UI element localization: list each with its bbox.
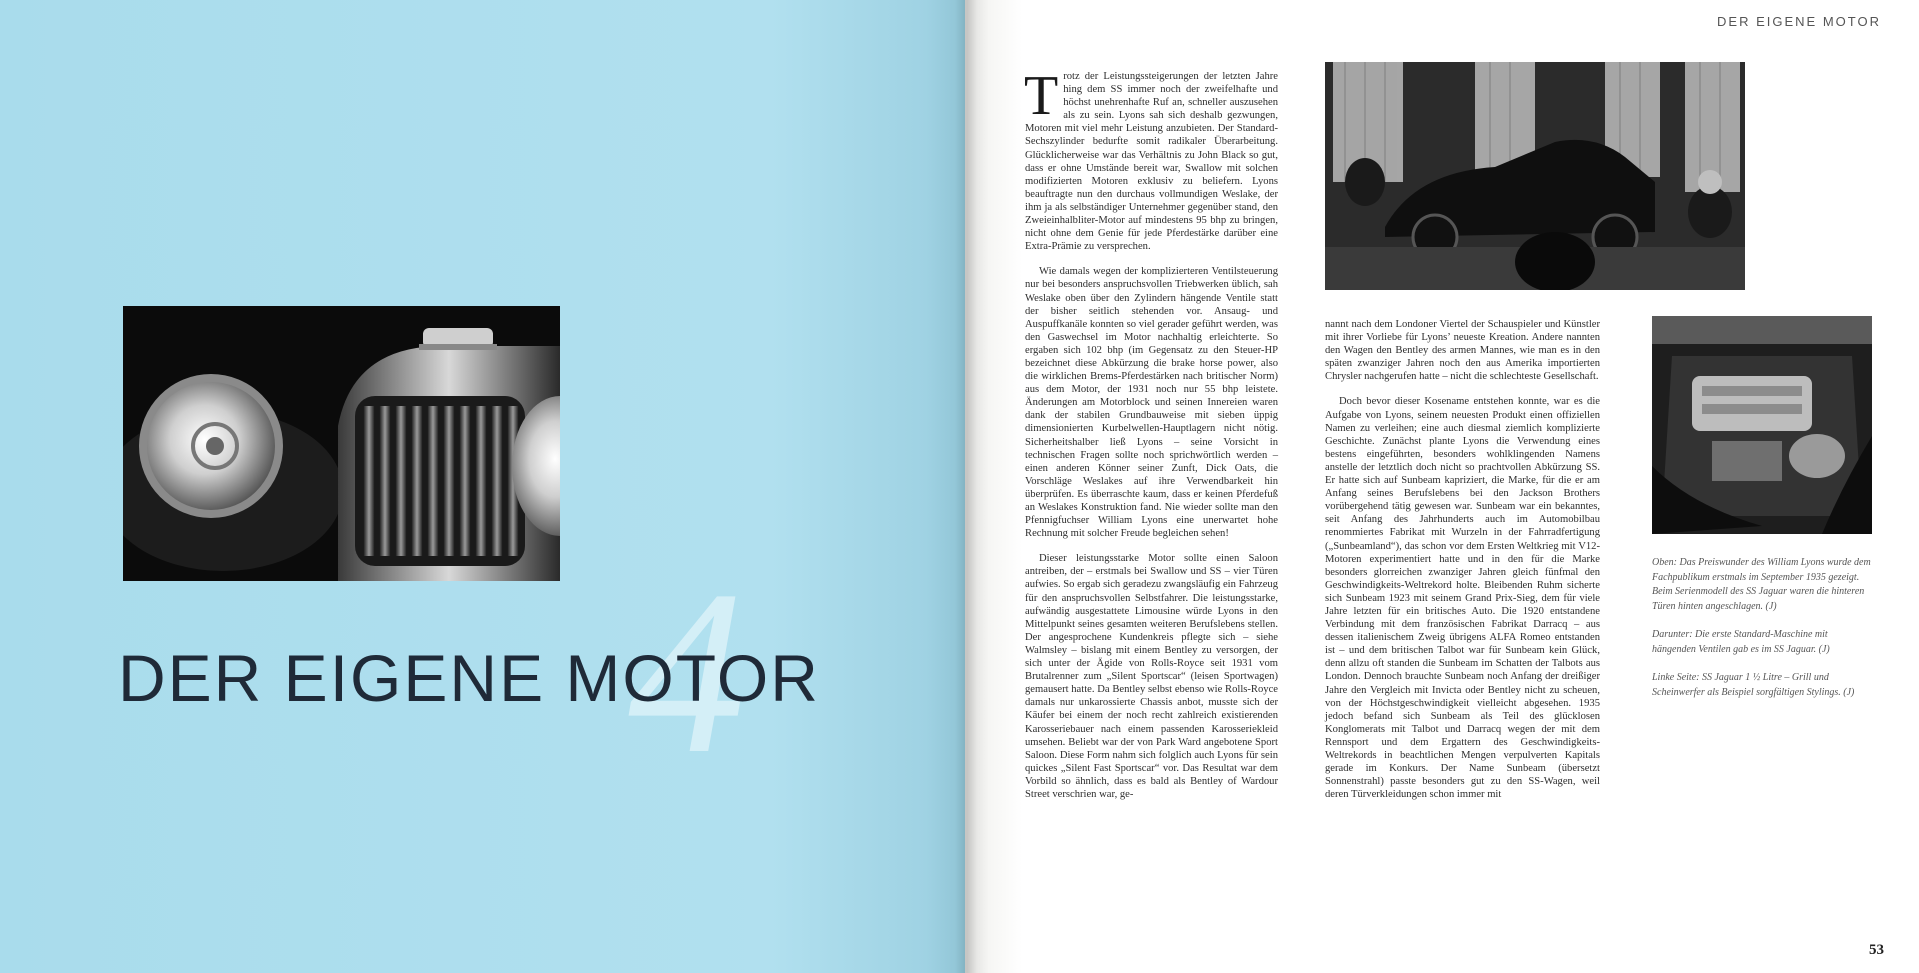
caption-left-page: Linke Seite: SS Jaguar 1 ½ Litre – Grill und Scheinwerfer als Beispiel sorgfältigen Stylings. (J) [1652, 672, 1855, 698]
paragraph-1-text: rotz der Leistungssteigerungen der letzten Jahre hing dem SS immer noch der zweifelhafte und höchst unehrenhafte Ruf an, schneller auszusehen als zu sein. Lyons sah sich deshalb gezwungen, Motoren mit viel mehr Leistung anzubieten. Der Standard-Sechszylinder bedurfte somit radikaler Überarbeitung. Glücklicherweise war das Verhältnis zu John Black so gut, dass er ohne Umstände bereit war, Swallow mit solchen modifizierten Motoren exklusiv zu beliefern. Lyons beauftragte nun den durchaus vollmundigen Weslake, der ihm ja als selbständiger Unternehmer gegenüber stand, den Zweieinhalbliter-Motor auf mindestens 95 bhp zu bringen, nicht ohne dem Genie für jede Pferdestärke darüber eine Extra-Prämie zu versprechen. [1025, 71, 1278, 253]
paragraph-2: Wie damals wegen der komplizierteren Ventilsteuerung nur bei besonders anspruchsvollen Triebwerken üblich, sah Weslake oben über den Zylindern hängende Ventile statt der bisher seitlich stehenden vor. Ansaug- und Auspuffkanäle konnten so viel gerader geführt werden, was den Gaswechsel im Motor nachhaltig erleichterte. So ergaben sich 102 bhp (im Gegensatz zu den Steuer-HP bezeichnet diese Abkürzung die brake horse power, also die wirklichen Brems-Pferdestärken nach britischer Norm) aus dem Motor, der 1931 noch nur 55 bhp leistete. Änderungen am Motorblock und seinen Innereien waren dank der stabilen Grundbauweise mit sieben üppig dimensionierten Kurbelwellen-Hauptlagern nicht nötig. Sicherheitshalber ließ Lyons – seine Vorsicht in technischen Fragen sollte noch sprichwörtlich werden – einen anderen Könner seiner Zunft, Dick Oats, die Vorschläge Weslakes auf ihre Verwendbarkeit hin überprüfen. Es überraschte kaum, dass er keinen Pferdefuß an Weslakes Konstruktion fand. Nie wieder sollte man den Pfennigfuchser William Lyons eine unerwartet hohe Rechnung mit solcher Freude begleichen sehen! [1025, 266, 1278, 540]
engine-photo [1652, 316, 1872, 534]
text-column-2 [1325, 318, 1600, 813]
chapter-title: DER EIGENE MOTOR [118, 641, 820, 715]
text-column-1 [1024, 65, 1278, 813]
grille-headlamp-photo [123, 306, 560, 581]
paragraph-3: Dieser leistungsstarke Motor sollte einen Saloon antreiben, der – erstmals bei Swallow und SS – vier Türen aufwies. So ergab sich geradezu zwangsläufig ein Fahrzeug für den anspruchsvollen Selbstfahrer. Die leistungsstarke, aufwändig ausgestattete Limousine würde Lyons in den Mittelpunkt seines gesamten weiteren Berufslebens stellen. Der angesprochene Kundenkreis pflegte sich – siehe Walmsley – bislang mit einem Bentley zu versorgen, der sich unter der Ägide von Rolls-Royce seit 1931 vom Brutalrenner zum „Silent Sportscar“ (leisen Sportwagen) gemausert hatte. Da Bentley selbst ebenso wie Rolls-Royce damals nur unkarossierte Chassis anbot, musste sich der Käufer bei einem der noch recht zahlreich existierenden Karosseriebauer nach einem passenden Karosseriekleid umsehen. Beliebt war der von Park Ward angebotene Sport Saloon. Diese Form nahm sich folglich auch Lyons für sein quickes „Silent Fast Sportscar“ vor. Das Resultat war dem Vorbild so ähnlich, dass es bald als Bentley of Wardour Street verschrien war, ge- [1025, 553, 1278, 800]
grille-headlamp-image [123, 306, 560, 581]
drop-cap: T [1024, 65, 1059, 127]
book-gutter [955, 0, 977, 973]
caption-engine: Darunter: Die erste Standard-Maschine mit hängenden Ventilen gab es im SS Jaguar. (J) [1652, 629, 1830, 655]
car-show-photo [1325, 62, 1745, 290]
running-head: DER EIGENE MOTOR [1717, 14, 1881, 29]
paragraph-1 [1024, 65, 1278, 253]
car-show-image [1325, 62, 1745, 290]
photo-captions [1652, 556, 1872, 714]
paragraph-5: Doch bevor dieser Kosename entstehen konnte, war es die Aufgabe von Lyons, seinem neuesten Produkt einen offiziellen Namen zu verleihen; eine auch diesmal ziemlich komplizierte Geschichte. Zunächst plante Lyons die Verwendung eines bestens eingeführten, besonders wohlklingenden Namens anstelle der letztlich doch nicht so prachtvollen Abkürzung SS. Er hatte sich auf Sunbeam kapriziert, die Marke, für die er am Anfang seines Berufslebens bei den Jackson Brothers vorübergehend tätig gewesen war. Sunbeam war ein bekanntes, seit Anfang des Jahrhunderts auch im Automobilbau renommiertes Fabrikat mit Wurzeln in der Fahrradfertigung („Sunbeamland“), das schon vor dem Ersten Weltkrieg mit V12-Motoren experimentiert hatte und in den für die Marke besonders glorreichen zwanziger Jahren gleich fünfmal den Geschwindigkeits-Weltrekord holte. Bleibenden Ruhm sicherte sich Sunbeam 1923 mit seinem Grand Prix-Sieg, dem für viele Jahre letzten für ein britisches Auto. Die 1920 entstandene Verbindung mit dem französischen Fabrikat Darracq – aus dessen italienischem Zweig übrigens ALFA Romeo entstanden ist – und dem britischen Talbot war für Sunbeam kein Glück, denn allzu oft standen die Sunbeam im Schatten der Talbots aus London. Dennoch brauchte Sunbeam noch Anfang der dreißiger Jahre den Vergleich mit Invicta oder Bentley nicht zu scheuen, von der Höchstgeschwindigkeit vielleicht abgesehen. 1935 jedoch befand sich Sunbeam als Teil des glücklosen Konglomerats mit Talbot und Darracq wegen der mit dem Rennsport und dem Ergattern des Geschwindigkeits-Weltrekords in beachtlichen Mengen verpulverten Kapitals gerade im Konkurs. Der Name Sunbeam (übersetzt Sonnenstrahl) passte besonders gut zu den SS-Wagen, weil deren Türverkleidungen schon immer mit [1325, 396, 1600, 801]
caption-top: Oben: Das Preiswunder des William Lyons wurde dem Fachpublikum erstmals im September 1935 gezeigt. Beim Serienmodell des SS Jaguar waren die hinteren Türen hinten angeschlagen. (J) [1652, 557, 1871, 612]
paragraph-4: nannt nach dem Londoner Viertel der Schauspieler und Künstler mit ihrer Vorliebe für Lyons’ neueste Kreation. Andere nannten den Wagen den Bentley des armen Mannes, wie man es in den späten zwanziger Jahren noch den aus Amerika importierten Chrysler nachgerufen hatte – nicht die schlechteste Gesellschaft. [1325, 319, 1600, 383]
page-number: 53 [1869, 942, 1884, 958]
engine-image [1652, 316, 1872, 534]
chapter-number: 4 [628, 542, 746, 802]
